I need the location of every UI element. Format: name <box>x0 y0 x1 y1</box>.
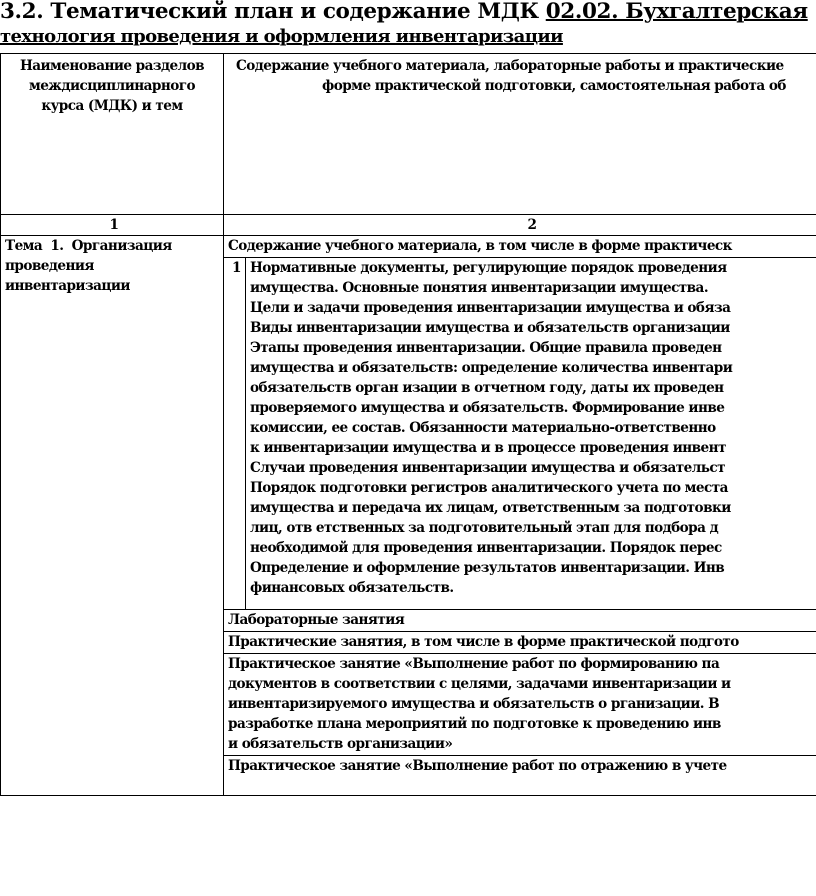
topic-1-title-line: Тема 1. Организация <box>5 238 172 254</box>
content-line: Цели и задачи проведения инвентаризации имущества и обяза <box>250 300 731 316</box>
content-heading: Содержание учебного материала, в том числе в форме практическ <box>224 236 816 258</box>
column-number-1: 1 <box>1 215 224 236</box>
topic-1-title-line: инвентаризации <box>5 278 130 294</box>
practical-1-line: и обязательств организации» <box>228 736 453 752</box>
header-sections-line: курса (МДК) и тем <box>41 98 183 114</box>
practical-1-line: документов в соответствии с целями, задачами инвентаризации и <box>228 676 731 692</box>
content-line: Порядок подготовки регистров аналитического учета по места <box>250 480 728 496</box>
header-content-cell <box>224 54 816 215</box>
content-line: проверяемого имущества и обязательств. Формирование инве <box>250 400 725 416</box>
thematic-plan-table <box>0 53 816 796</box>
content-line: обязательств орган изации в отчетном году, даты их проведен <box>250 380 724 396</box>
content-line: Виды инвентаризации имущества и обязательств организации <box>250 320 730 336</box>
practical-1-line: разработке плана мероприятий по подготовке к проведению инв <box>228 716 721 732</box>
practical-2-text: Практическое занятие «Выполнение работ по отражению в учете <box>224 756 816 796</box>
practical-1-line: Практическое занятие «Выполнение работ по формированию па <box>228 656 720 672</box>
page-title <box>0 0 816 49</box>
header-content-line2: форме практической подготовки, самостоятельная работа об <box>322 78 786 94</box>
content-line: комиссии, ее состав. Обязанности материально-ответственно <box>250 420 716 436</box>
column-number-2: 2 <box>224 215 816 236</box>
content-item-number: 1 <box>224 258 246 610</box>
header-sections-line: Наименование разделов <box>19 58 205 74</box>
practical-1-line: инвентаризируемого имущества и обязательств о рганизации. В <box>228 696 720 712</box>
content-line: к инвентаризации имущества и в процессе проведения инвент <box>250 440 726 456</box>
header-sections-line: междисциплинарного <box>28 78 196 94</box>
topic-1-title-line: проведения <box>5 258 94 274</box>
content-item-text <box>246 258 816 610</box>
practical-heading: Практические занятия, в том числе в форме практической подгото <box>224 632 816 654</box>
content-line: финансовых обязательств. <box>250 580 454 596</box>
content-line: Случаи проведения инвентаризации имущества и обязательст <box>250 460 726 476</box>
title-line2: технология проведения и оформления инвентаризации <box>0 26 563 47</box>
content-line: Этапы проведения инвентаризации. Общие правила проведен <box>250 340 722 356</box>
topic-1-heading-row <box>1 236 816 258</box>
header-content-line1: Содержание учебного материала, лабораторные работы и практические <box>236 58 784 74</box>
column-number-row <box>1 215 816 236</box>
content-line: имущества и обязательств: определение количества инвентари <box>250 360 733 376</box>
title-line1-prefix: 3.2. Тематический план и содержание МДК <box>0 0 546 24</box>
topic-1-title-cell <box>1 236 224 796</box>
content-line: необходимой для проведения инвентаризации. Порядок перес <box>250 540 722 556</box>
title-line1-course: 02.02. Бухгалтерская <box>545 0 808 24</box>
content-line: лиц, отв етственных за подготовительный этап для подбора д <box>250 520 719 536</box>
labs-label: Лабораторные занятия <box>224 610 816 632</box>
practical-1-text <box>224 654 816 756</box>
content-line: имущества. Основные понятия инвентаризации имущества. <box>250 280 709 296</box>
table-header-row <box>1 54 816 215</box>
content-line: Нормативные документы, регулирующие порядок проведения <box>250 260 727 276</box>
content-line: Определение и оформление результатов инвентаризации. Инв <box>250 560 725 576</box>
content-line: имущества и передача их лицам, ответственным за подготовки <box>250 500 731 516</box>
header-sections-cell <box>1 54 224 215</box>
